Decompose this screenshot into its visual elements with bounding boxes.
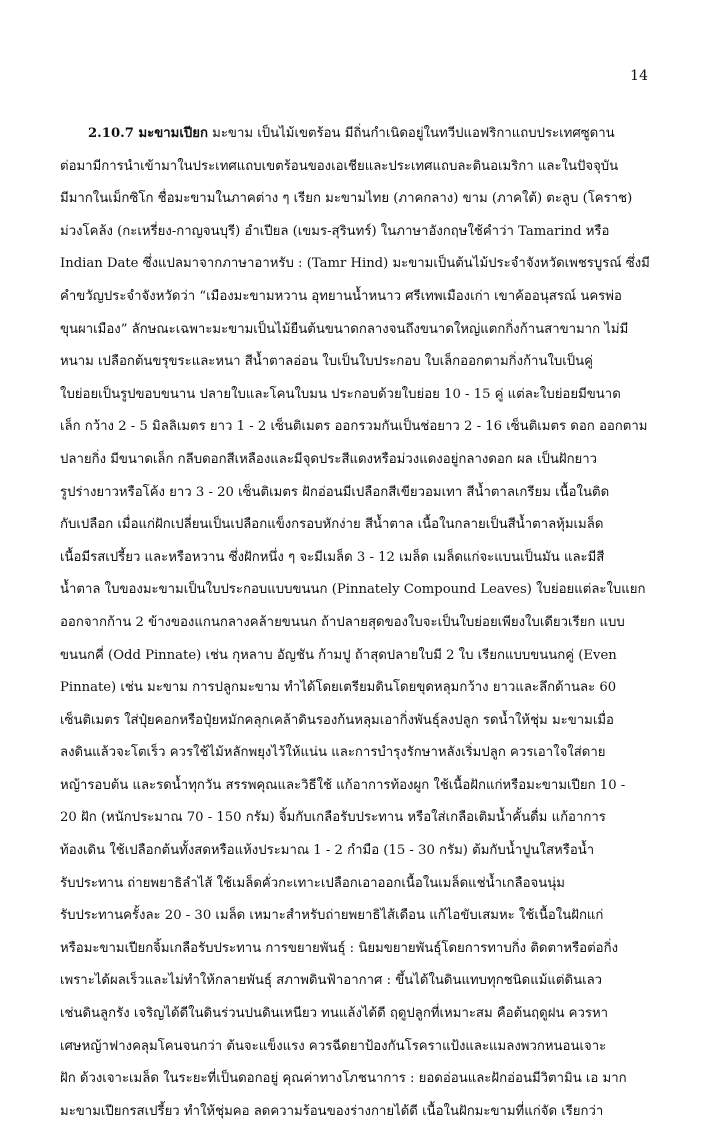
section-body [60, 118, 666, 1128]
paragraph-first-line [60, 118, 666, 151]
text-line: รูปร่างยาวหรือโค้ง ยาว 3 - 20 เซ็นติเมตร ฝักอ่อนมีเปลือกสีเขียวอมเทา สีน้ำตาลเกรียม เนื้อในติด [60, 484, 610, 500]
text-line: เช่นดินลูกรัง เจริญได้ดีในดินร่วนปนดินเหนียว ทนแล้งได้ดี ฤดูปลูกที่เหมาะสม คือต้นฤดูฝน ควรหา [60, 1006, 609, 1022]
text-line: เนื้อมีรสเปรี้ยว และหรือหวาน ซึ่งฝักหนึ่ง ๆ จะมีเมล็ด 3 - 12 เมล็ด เมล็ดแก่จะแบนเป็นมัน และมีสี [60, 549, 605, 565]
text-line: กับเปลือก เมื่อแก่ฝักเปลี่ยนเป็นเปลือกแข็งกรอบหักง่าย สีน้ำตาล เนื้อในกลายเป็นสีน้ำตาลหุ้มเมล็ด [60, 517, 604, 533]
text-line: มะขามเปียกรสเปรี้ยว ทำให้ชุ่มคอ ลดความร้อนของร่างกายได้ดี เนื้อในฝักมะขามที่แก่จัด เรียกว่า [60, 1103, 604, 1119]
text-line: Indian Date ซึ่งแปลมาจากภาษาอาหรับ : (Tamr Hind) มะขามเป็นต้นไม้ประจำจังหวัดเพชรบูรณ์ ซึ่งมี [60, 256, 650, 272]
text-line: ใบย่อยเป็นรูปขอบขนาน ปลายใบและโคนใบมน ประกอบด้วยใบย่อย 10 - 15 คู่ แต่ละใบย่อยมีขนาด [60, 386, 621, 402]
text-line: ม่วงโคล้ง (กะเหรี่ยง-กาญจนบุรี) อำเปียล (เขมร-สุรินทร์) ในภาษาอังกฤษใช้คำว่า Tamarind หรือ [60, 223, 610, 239]
text-line: ต่อมามีการนำเข้ามาในประเทศแถบเขตร้อนของเอเชียและประเทศแถบละตินอเมริกา และในปัจจุบัน [60, 158, 619, 174]
text-line: รับประทาน ถ่ายพยาธิลำไส้ ใช้เมล็ดคั่วกะเทาะเปลือกเอาออกเนื้อในเมล็ดแช่น้ำเกลือจนนุ่ม [60, 875, 565, 891]
text-line: ขุนผาเมือง” ลักษณะเฉพาะมะขามเป็นไม้ยืนต้นขนาดกลางจนถึงขนาดใหญ่แตกกิ่งก้านสาขามาก ไม่มี [60, 321, 629, 337]
text-line: 20 ฝัก (หนักประมาณ 70 - 150 กรัม) จิ้มกับเกลือรับประทาน หรือใส่เกลือเติมน้ำคั้นดื่ม แก้อาการ [60, 810, 606, 826]
text-line: Pinnate) เช่น มะขาม การปลูกมะขาม ทำได้โดยเตรียมดินโดยขุดหลุมกว้าง ยาวและลึกด้านละ 60 [60, 680, 617, 696]
text-line: เล็ก กว้าง 2 - 5 มิลลิเมตร ยาว 1 - 2 เซ็นติเมตร ออกรวมกันเป็นช่อยาว 2 - 16 เซ็นติเมตร ดอก ออกตาม [60, 419, 648, 435]
text-line: ออกจากก้าน 2 ข้างของแกนกลางคล้ายขนนก ถ้าปลายสุดของใบจะเป็นใบย่อยเพียงใบเดียวเรียก แบบ [60, 614, 625, 630]
text-line: ฝัก ด้วงเจาะเมล็ด ในระยะที่เป็นดอกอยู่ คุณค่าทางโภชนาการ : ยอดอ่อนและฝักอ่อนมีวิตามิน เอ มาก [60, 1071, 627, 1087]
text-line: ลงดินแล้วจะโตเร็ว ควรใช้ไม้หลักพยุงไว้ให้แน่น และการบำรุงรักษาหลังเริ่มปลูก ควรเอาใจใส่ดาย [60, 745, 606, 761]
text-line: คำขวัญประจำจังหวัดว่า “เมืองมะขามหวาน อุทยานน้ำหนาว ศรีเทพเมืองเก่า เขาค้ออนุสรณ์ นครพ่อ [60, 288, 622, 304]
text-line: เพราะได้ผลเร็วและไม่ทำให้กลายพันธุ์ สภาพดินฟ้าอากาศ : ขึ้นได้ในดินแทบทุกชนิดแม้แต่ดินเลว [60, 973, 603, 989]
text-line: มีมากในเม็กซิโก ชื่อมะขามในภาคต่าง ๆ เรียก มะขามไทย (ภาคกลาง) ขาม (ภาคใต้) ตะลูบ (โคราช) [60, 191, 633, 207]
text-line: เศษหญ้าฟางคลุมโคนจนกว่า ต้นจะแข็งแรง ควรฉีดยาป้องกันโรคราแป้งและแมลงพวกหนอนเจาะ [60, 1038, 607, 1054]
text-line: ขนนกคี่ (Odd Pinnate) เช่น กุหลาบ อัญชัน ก้ามปู ถ้าสุดปลายใบมี 2 ใบ เรียกแบบขนนกคู่ (Even [60, 647, 617, 663]
text-line: น้ำตาล ใบของมะขามเป็นใบประกอบแบบขนนก (Pinnately Compound Leaves) ใบย่อยแต่ละใบแยก [60, 582, 646, 598]
text-line: ปลายกิ่ง มีขนาดเล็ก กลีบดอกสีเหลืองและมีจุดประสีแดงหรือม่วงแดงอยู่กลางดอก ผล เป็นฝักยาว [60, 451, 598, 467]
first-line-text: มะขาม เป็นไม้เขตร้อน มีถิ่นกำเนิดอยู่ในทวีปแอฟริกาแถบประเทศซูดาน [207, 126, 615, 141]
text-line: หญ้ารอบต้น และรดน้ำทุกวัน สรรพคุณและวิธีใช้ แก้อาการท้องผูก ใช้เนื้อฝักแก่หรือมะขามเปียก 10 - [60, 777, 626, 793]
text-line: ท้องเดิน ใช้เปลือกต้นทั้งสดหรือแห้งประมาณ 1 - 2 กำมือ (15 - 30 กรัม) ต้มกับน้ำปูนใสหรือน้ำ [60, 843, 595, 859]
text-line: หนาม เปลือกต้นขรุขระและหนา สีน้ำตาลอ่อน ใบเป็นใบประกอบ ใบเล็กออกตามกิ่งก้านใบเป็นคู่ [60, 354, 593, 370]
section-heading: 2.10.7 มะขามเปียก [88, 126, 208, 141]
text-line: หรือมะขามเปียกจิ้มเกลือรับประทาน การขยายพันธุ์ : นิยมขยายพันธุ์โดยการทาบกิ่ง ติดตาหรือต่อกิ่ง [60, 940, 619, 956]
text-line: เซ็นติเมตร ใส่ปุ๋ยคอกหรือปุ๋ยหมักคลุกเคล้าดินรองก้นหลุมเอากิ่งพันธุ์ลงปลูก รดน้ำให้ชุ่ม มะขามเมื่อ [60, 712, 614, 728]
text-line: รับประทานครั้งละ 20 - 30 เมล็ด เหมาะสำหรับถ่ายพยาธิไส้เดือน แก้ไอขับเสมหะ ใช้เนื้อในฝักแก่ [60, 908, 604, 924]
page-number: 14 [630, 68, 648, 84]
